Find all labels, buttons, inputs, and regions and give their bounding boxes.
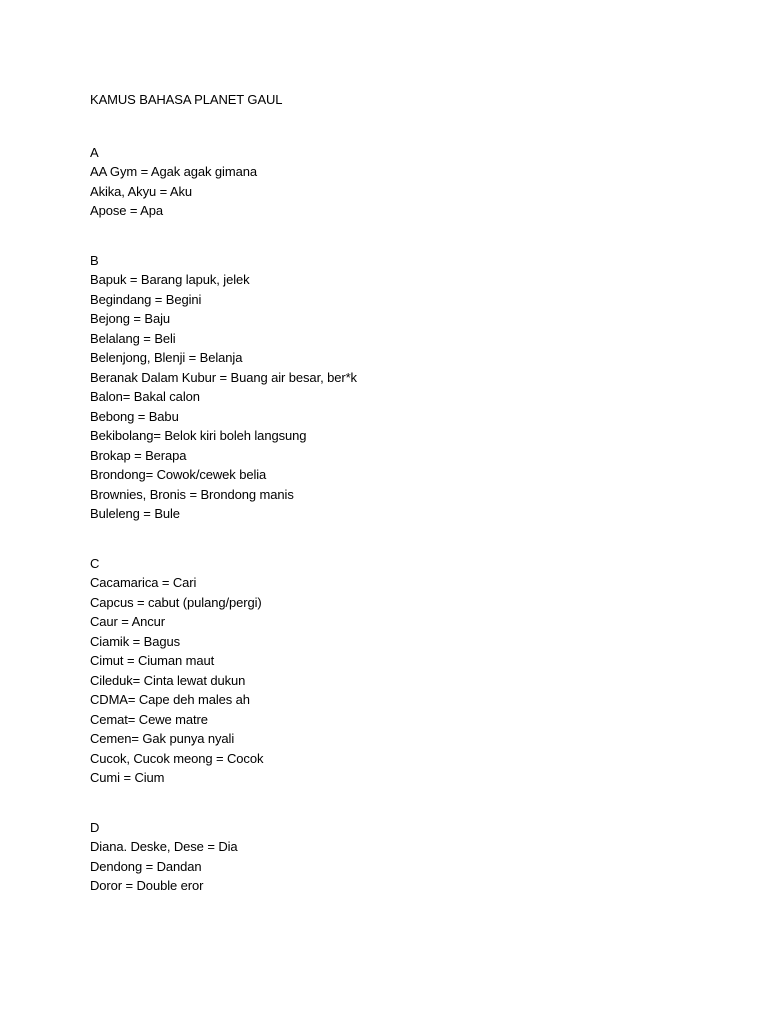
dictionary-entry: Diana. Deske, Dese = Dia (90, 839, 238, 854)
dictionary-entry: Belenjong, Blenji = Belanja (90, 350, 243, 365)
dictionary-entry: Cimut = Ciuman maut (90, 653, 215, 668)
dictionary-entry: Cumi = Cium (90, 770, 165, 785)
dictionary-entry: AA Gym = Agak agak gimana (90, 164, 257, 179)
dictionary-entry: Akika, Akyu = Aku (90, 183, 192, 199)
section-letter: B (90, 252, 99, 268)
dictionary-entry: Apose = Apa (90, 203, 163, 218)
section-a (90, 143, 690, 221)
dictionary-entry: Buleleng = Bule (90, 506, 180, 521)
section-b (90, 251, 690, 524)
dictionary-entry: Dendong = Dandan (90, 858, 202, 874)
document-body (90, 90, 690, 926)
dictionary-entry: Bejong = Baju (90, 311, 171, 326)
section-letter: C (90, 555, 100, 571)
dictionary-entry: Ciamik = Bagus (90, 633, 181, 649)
dictionary-entry: Cacamarica = Cari (90, 575, 197, 590)
dictionary-sections (90, 143, 690, 896)
dictionary-entry: CDMA= Cape deh males ah (90, 692, 250, 707)
dictionary-entry: Brokap = Berapa (90, 447, 187, 463)
dictionary-entry: Belalang = Beli (90, 330, 176, 346)
dictionary-entry: Brownies, Bronis = Brondong manis (90, 486, 294, 502)
document-title: KAMUS BAHASA PLANET GAUL (90, 92, 283, 107)
dictionary-entry: Capcus = cabut (pulang/pergi) (90, 594, 262, 610)
section-d (90, 818, 690, 896)
dictionary-entry: Balon= Bakal calon (90, 389, 200, 404)
dictionary-entry: Bapuk = Barang lapuk, jelek (90, 272, 250, 287)
dictionary-entry: Caur = Ancur (90, 614, 166, 629)
dictionary-entry: Cemat= Cewe matre (90, 711, 208, 727)
section-c (90, 554, 690, 788)
dictionary-entry: Bebong = Babu (90, 408, 179, 424)
dictionary-entry: Cucok, Cucok meong = Cocok (90, 750, 264, 766)
dictionary-entry: Cemen= Gak punya nyali (90, 731, 235, 746)
section-letter: D (90, 819, 100, 835)
dictionary-entry: Bekibolang= Belok kiri boleh langsung (90, 428, 307, 443)
section-letter: A (90, 144, 99, 160)
dictionary-entry: Beranak Dalam Kubur = Buang air besar, ber*k (90, 369, 357, 385)
dictionary-entry: Doror = Double eror (90, 878, 204, 893)
dictionary-entry: Cileduk= Cinta lewat dukun (90, 672, 246, 688)
dictionary-entry: Begindang = Begini (90, 291, 202, 307)
dictionary-entry: Brondong= Cowok/cewek belia (90, 467, 267, 482)
